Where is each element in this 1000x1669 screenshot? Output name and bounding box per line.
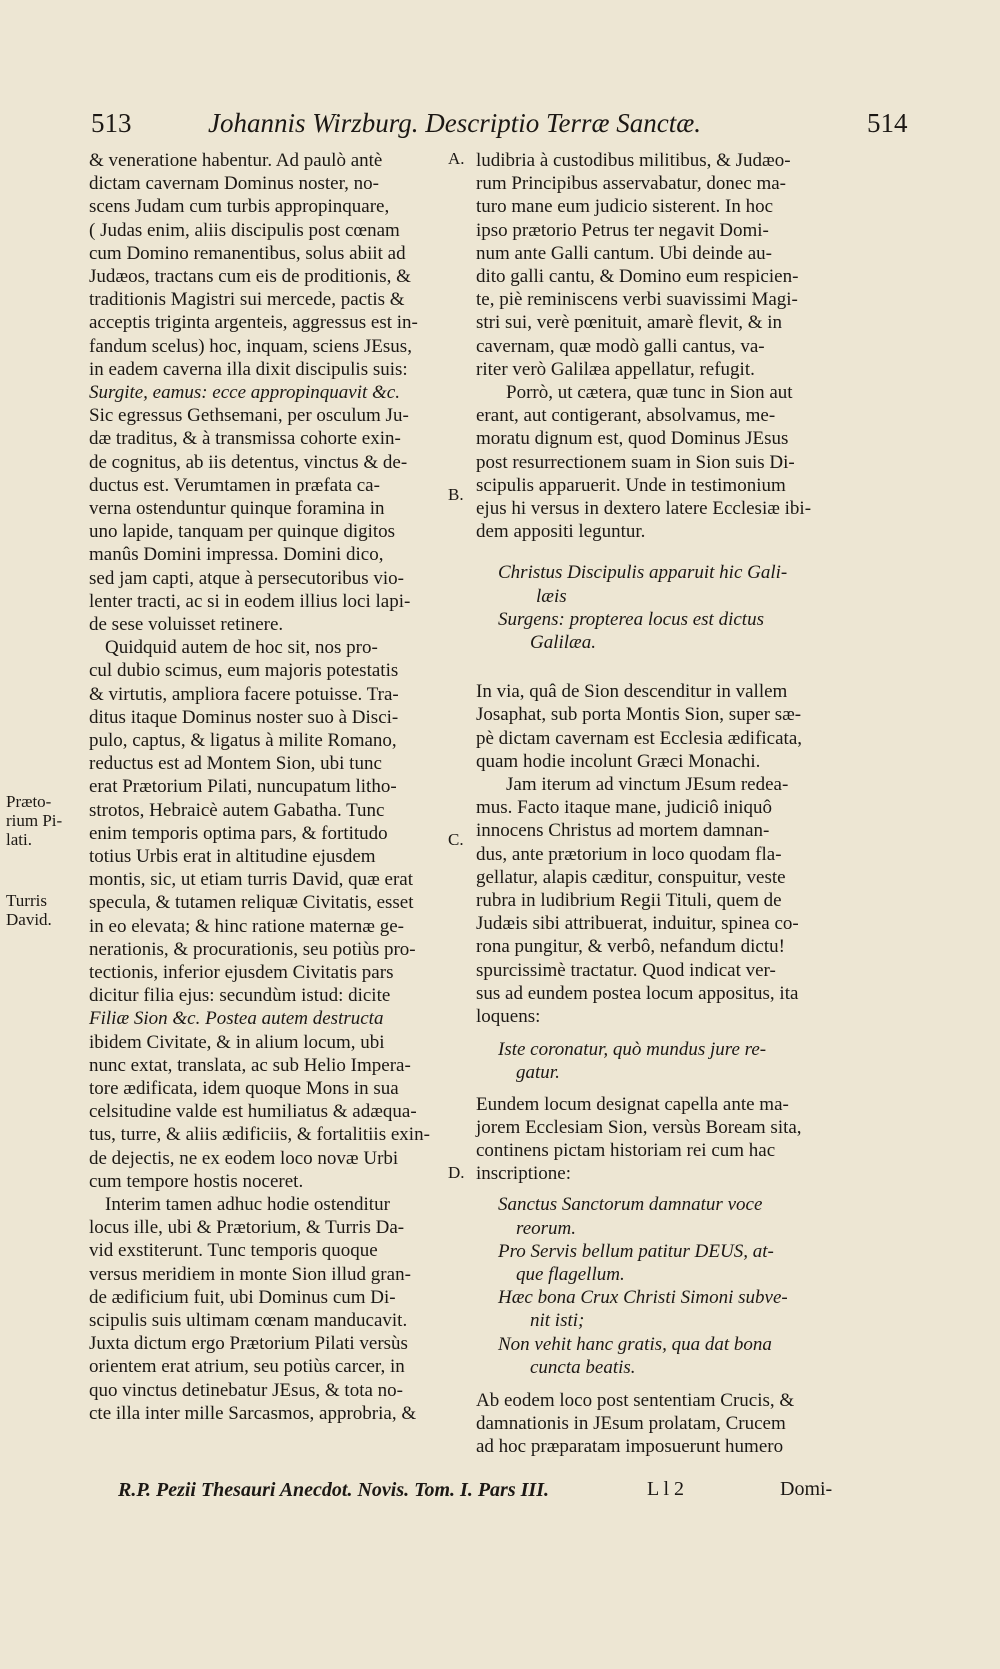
text-line: Galilæa. <box>530 632 596 653</box>
text-line: nunc extat, translata, ac sub Helio Impera- <box>89 1055 411 1076</box>
text-line: sed jam capti, atque à persecutoribus vio- <box>89 568 404 589</box>
page-number-right: 514 <box>867 108 908 138</box>
text-line: Sanctus Sanctorum damnatur voce <box>498 1194 763 1215</box>
text-line: traditionis Magistri sui mercede, pactis & <box>89 289 405 310</box>
text-line: reorum. <box>516 1218 576 1239</box>
text-line: Quidquid autem de hoc sit, nos pro- <box>105 637 378 658</box>
text-line: continens pictam historiam rei cum hac <box>476 1140 776 1161</box>
text-line: rum Principibus asservabatur, donec ma- <box>476 173 787 194</box>
text-line: dus, ante prætorium in loco quodam fla- <box>476 844 782 865</box>
text-line: pè dictam cavernam est Ecclesia ædificata, <box>476 728 803 749</box>
text-line: in eo elevata; & hinc ratione maternæ ge- <box>89 916 404 937</box>
text-line: dictam cavernam Dominus noster, no- <box>89 173 379 194</box>
text-line: scipulis suis ultimam cœnam manducavit. <box>89 1310 408 1331</box>
text-line: Hæc bona Crux Christi Simoni subve- <box>498 1287 788 1308</box>
text-line: stri sui, verè pœnituit, amarè flevit, & in <box>476 312 783 333</box>
text-line: cavernam, quæ modò galli cantus, va- <box>476 336 765 357</box>
text-line: specula, & tutamen reliquæ Civitatis, esset <box>89 892 414 913</box>
text-line: scipulis apparuerit. Unde in testimonium <box>476 475 786 496</box>
text-line: ditus itaque Dominus noster suo à Disci- <box>89 707 399 728</box>
page-number-left: 513 <box>91 108 132 138</box>
text-line: scens Judam cum turbis appropinquare, <box>89 196 390 217</box>
text-line: enim temporis optima pars, & fortitudo <box>89 823 388 844</box>
text-line: loquens: <box>476 1006 541 1027</box>
section-mark-d: D. <box>448 1163 465 1182</box>
text-line: quam hodie incolunt Græci Monachi. <box>476 751 761 772</box>
text-line: gatur. <box>516 1062 560 1083</box>
text-line: turo mane eum judicio sisterent. In hoc <box>476 196 774 217</box>
text-line: Surgens: propterea locus est dictus <box>498 609 764 630</box>
text-line: montis, sic, ut etiam turris David, quæ erat <box>89 869 414 890</box>
text-line: num ante Galli cantum. Ubi deinde au- <box>476 243 772 264</box>
text-line: cum Domino remanentibus, solus abiit ad <box>89 243 406 264</box>
text-line: versus meridiem in monte Sion illud gran- <box>89 1264 411 1285</box>
text-line: nerationis, & procurationis, seu potiùs pro- <box>89 939 416 960</box>
text-line: dito galli cantu, & Domino eum respicien- <box>476 266 799 287</box>
text-line: mus. Facto itaque mane, judiciô iniquô <box>476 797 773 818</box>
text-line: tectionis, inferior ejusdem Civitatis pars <box>89 962 394 983</box>
section-mark-c: C. <box>448 830 464 849</box>
text-line: Jam iterum ad vinctum JEsum redea- <box>506 774 789 795</box>
text-line: Interim tamen adhuc hodie ostenditur <box>105 1194 390 1215</box>
text-line: Judæos, tractans cum eis de proditionis, & <box>89 266 411 287</box>
text-line: reductus est ad Montem Sion, ubi tunc <box>89 753 382 774</box>
margin-note-turris: Turris David. <box>6 891 52 929</box>
text-line: strotos, Hebraicè autem Gabatha. Tunc <box>89 800 385 821</box>
catchword: Domi- <box>780 1478 833 1500</box>
text-line: ibidem Civitate, & in alium locum, ubi <box>89 1032 385 1053</box>
text-line: Ab eodem loco post sententiam Crucis, & <box>476 1390 795 1411</box>
text-line: damnationis in JEsum prolatam, Crucem <box>476 1413 786 1434</box>
text-line: ad hoc præparatam imposuerunt humero <box>476 1436 784 1457</box>
text-line: cul dubio scimus, eum majoris potestatis <box>89 660 399 681</box>
text-line: acceptis triginta argenteis, aggressus est in- <box>89 312 418 333</box>
text-line: erat Prætorium Pilati, nuncupatum litho- <box>89 776 397 797</box>
text-line: erant, aut contigerant, absolvamus, me- <box>476 405 776 426</box>
text-line: riter verò Galilæa appellatur, refugit. <box>476 359 755 380</box>
text-line: verna ostenduntur quinque foramina in <box>89 498 385 519</box>
text-line: pulo, captus, & ligatus à milite Romano, <box>89 730 397 751</box>
text-line: cum tempore hostis noceret. <box>89 1171 304 1192</box>
text-line: innocens Christus ad mortem damnan- <box>476 820 770 841</box>
text-line: In via, quâ de Sion descenditur in vallem <box>476 681 788 702</box>
text-line: dem appositi leguntur. <box>476 521 646 542</box>
text-line: de cognitus, ab iis detentus, vinctus & de- <box>89 452 408 473</box>
footer-source-line: R.P. Pezii Thesauri Anecdot. Novis. Tom. I. Pars III. <box>118 1479 549 1501</box>
text-line: spurcissimè tractatur. Quod indicat ver- <box>476 960 776 981</box>
text-line: Eundem locum designat capella ante ma- <box>476 1094 789 1115</box>
text-line: locus ille, ubi & Prætorium, & Turris Da- <box>89 1217 405 1238</box>
text-line: rubra in ludibrium Regii Tituli, quem de <box>476 890 782 911</box>
text-line: celsitudine valde est humiliatus & adæqua- <box>89 1101 417 1122</box>
text-line: post resurrectionem suam in Sion suis Di- <box>476 452 795 473</box>
text-line: jorem Ecclesiam Sion, versùs Boream sita, <box>476 1117 802 1138</box>
text-line: ( Judas enim, aliis discipulis post cœnam <box>89 220 400 241</box>
text-line: uno lapide, tanquam per quinque digitos <box>89 521 396 542</box>
text-line: Non vehit hanc gratis, qua dat bona <box>498 1334 772 1355</box>
section-mark-a: A. <box>448 149 465 168</box>
text-line: Filiæ Sion &c. Postea autem destructa <box>89 1008 384 1029</box>
text-line: & virtutis, ampliora facere potuisse. Tra- <box>89 684 399 705</box>
text-line: moratu dignum est, quod Dominus JEsus <box>476 428 789 449</box>
text-line: Juxta dictum ergo Prætorium Pilati versùs <box>89 1333 408 1354</box>
text-line: te, piè reminiscens verbi suavissimi Magi- <box>476 289 798 310</box>
text-line: sus ad eundem postea locum appositus, ita <box>476 983 799 1004</box>
text-line: Christus Discipulis apparuit hic Gali- <box>498 562 788 583</box>
text-line: inscriptione: <box>476 1163 571 1184</box>
text-line: lenter tracti, ac si in eodem illius loci lapi- <box>89 591 411 612</box>
running-title: Johannis Wirzburg. Descriptio Terræ Sanctæ. <box>208 108 702 138</box>
text-line: de dejectis, ne ex eodem loco novæ Urbi <box>89 1148 399 1169</box>
text-line: rona pungitur, & verbô, nefandum dictu! <box>476 936 785 957</box>
signature-mark: L l 2 <box>647 1478 685 1500</box>
text-line: Porrò, ut cætera, quæ tunc in Sion aut <box>506 382 793 403</box>
text-line: dæ traditus, & à transmissa cohorte exin- <box>89 428 401 449</box>
text-line: Pro Servis bellum patitur DEUS, at- <box>498 1241 774 1262</box>
text-line: cuncta beatis. <box>530 1357 636 1378</box>
text-line: de sese voluisset retinere. <box>89 614 284 635</box>
text-line: fandum scelus) hoc, inquam, sciens JEsus, <box>89 336 412 357</box>
text-line: Judæis sibi attribuerat, induitur, spinea co- <box>476 913 799 934</box>
text-line: læis <box>536 586 567 607</box>
text-line: ductus est. Verumtamen in præfata ca- <box>89 475 380 496</box>
section-mark-b: B. <box>448 485 464 504</box>
text-line: que flagellum. <box>516 1264 625 1285</box>
margin-note-praetorium: Præto- rium Pi- lati. <box>6 792 63 849</box>
text-line: ludibria à custodibus militibus, & Judæo- <box>476 150 791 171</box>
text-line: Sic egressus Gethsemani, per osculum Ju- <box>89 405 409 426</box>
text-line: ipso prætorio Petrus ter negavit Domi- <box>476 220 769 241</box>
text-line: in eadem caverna illa dixit discipulis suis: <box>89 359 408 380</box>
text-line: Surgite, eamus: ecce appropinquavit &c. <box>89 382 400 403</box>
text-line: quo vinctus detinebatur JEsus, & tota no- <box>89 1380 403 1401</box>
text-line: Josaphat, sub porta Montis Sion, super sæ- <box>476 704 802 725</box>
text-line: manûs Domini impressa. Domini dico, <box>89 544 384 565</box>
text-line: totius Urbis erat in altitudine ejusdem <box>89 846 376 867</box>
text-line: de ædificium fuit, ubi Dominus cum Di- <box>89 1287 396 1308</box>
text-line: tore ædificata, idem quoque Mons in sua <box>89 1078 399 1099</box>
text-line: tus, turre, & aliis ædificiis, & fortalitiis exin- <box>89 1124 430 1145</box>
text-line: orientem erat atrium, seu potiùs carcer, in <box>89 1356 405 1377</box>
text-line: & veneratione habentur. Ad paulò antè <box>89 150 383 171</box>
text-line: cte illa inter mille Sarcasmos, approbria, & <box>89 1403 417 1424</box>
text-line: gellatur, alapis cæditur, conspuitur, veste <box>476 867 786 888</box>
text-line: Iste coronatur, quò mundus jure re- <box>498 1039 767 1060</box>
text-line: nit isti; <box>530 1310 585 1331</box>
text-line: vid exstiterunt. Tunc temporis quoque <box>89 1240 378 1261</box>
text-line: ejus hi versus in dextero latere Ecclesiæ ibi- <box>476 498 812 519</box>
text-line: dicitur filia ejus: secundùm istud: dicite <box>89 985 391 1006</box>
